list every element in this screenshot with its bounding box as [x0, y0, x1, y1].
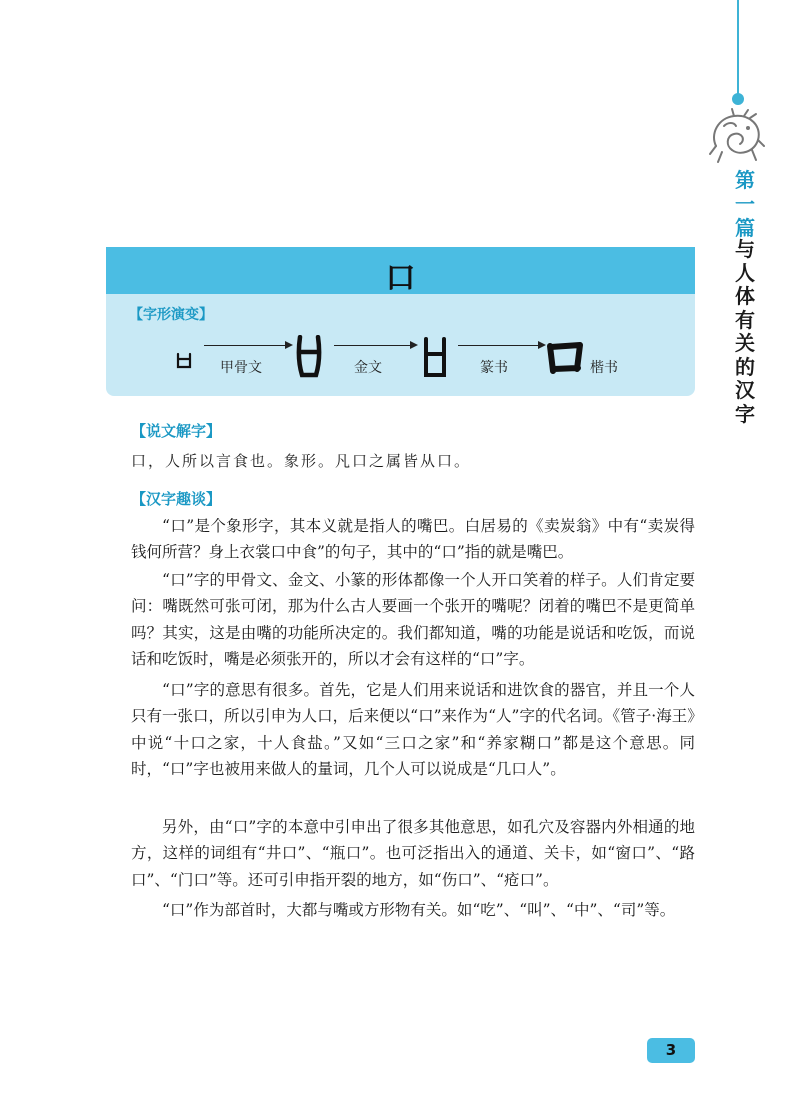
character-title: 口: [385, 261, 416, 296]
paragraph: “口”是个象形字，其本义就是指人的嘴巴。白居易的《卖炭翁》中有“卖炭得钱何所营？身上衣裳口中食”的句子，其中的“口”指的就是嘴巴。: [131, 517, 695, 562]
margin-rule: [737, 0, 739, 100]
dragon-emblem-icon: [704, 106, 768, 168]
part-char: 第: [735, 168, 755, 192]
part-char: 篇: [735, 216, 755, 240]
paragraph: “口”字的甲骨文、金文、小篆的形体都像一个人开口笑着的样子。人们肯定要问：嘴既然可张可闭，那为什么古人要画一个张开的嘴呢？闭着的嘴巴不是更简单吗？其实，这是由嘴的功能所决定的。我们都知道，嘴的功能是说话和吃饭，而说话和吃饭时，嘴是必须张开的，所以才会有这样的“口”字。: [131, 571, 695, 668]
title-char: 关: [735, 331, 755, 355]
stage-label: 金文: [354, 360, 382, 376]
title-char: 汉: [735, 378, 755, 402]
arrow: [334, 345, 416, 346]
title-char: 有: [735, 307, 755, 332]
arrow: [204, 345, 291, 346]
part-char: 一: [735, 192, 755, 216]
qutan-heading: 【汉字趣谈】: [131, 490, 222, 508]
chapter-title: [730, 238, 760, 426]
paragraph: “口”作为部首时，大都与嘴或方形物有关。如“吃”、“叫”、“中”、“司”等。: [162, 901, 676, 919]
character-panel: [106, 247, 695, 396]
title-char: 与: [735, 237, 755, 261]
paragraph: 另外，由“口”字的本意中引申出了很多其他意思，如孔穴及容器内外相通的地方，这样的词组有“井口”、“瓶口”。也可泛指出入的通道、关卡，如“窗口”、“路口”、“门口”等。还可引申指开裂的地方，如“伤口”、“疮口”。: [131, 818, 695, 889]
evolution-label: 【字形演变】: [129, 307, 213, 323]
stage-label: 篆书: [480, 360, 508, 376]
character-header: [106, 247, 695, 294]
oracle-bone-glyph-icon: [176, 352, 192, 370]
regular-script-glyph-icon: [546, 341, 586, 375]
title-char: 的: [735, 354, 755, 379]
shuowen-heading: 【说文解字】: [131, 422, 222, 440]
paragraph: “口”字的意思有很多。首先，它是人们用来说话和进饮食的器官，并且一个人只有一张口，所以引申为人口，后来便以“口”来作为“人”字的代名词。《管子·海王》中说“十口之家，十人食盐。”又如“三口之家”和“养家糊口”都是这个意思。同时，“口”字也被用来做人的量词，几个人可以说成是“几口人”。: [131, 681, 695, 778]
shuowen-text: 口，人所以言食也。象形。凡口之属皆从口。: [131, 452, 472, 470]
stage-label: 甲骨文: [220, 360, 262, 376]
stage-label: 楷书: [590, 360, 618, 376]
part-label: [730, 168, 760, 240]
title-char: 人: [735, 260, 755, 285]
arrow: [458, 345, 544, 346]
title-char: 字: [735, 401, 755, 426]
seal-glyph-icon: [422, 337, 448, 379]
bronze-glyph-icon: [296, 335, 322, 379]
margin-dot: [732, 93, 744, 105]
title-char: 体: [735, 284, 755, 308]
page-number: 3: [647, 1038, 695, 1063]
